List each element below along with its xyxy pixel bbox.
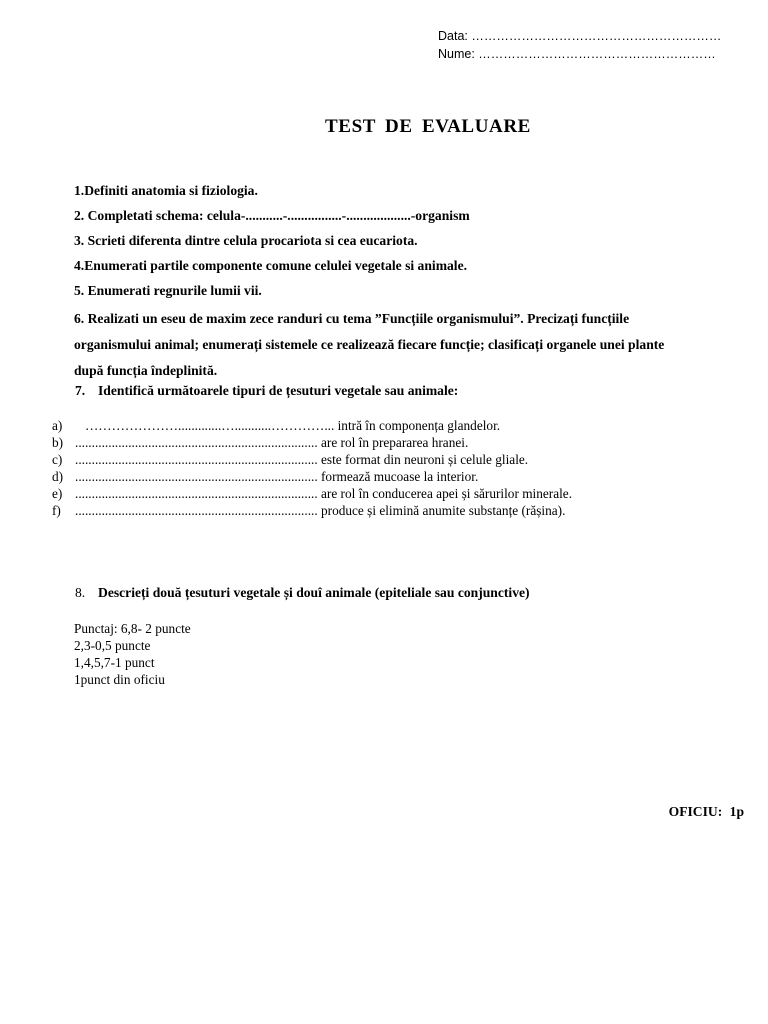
list-item [52,468,572,485]
question-4: 4.Enumerati partile componente comune celulei vegetale si animale. [74,258,468,273]
list-item-text: ......................................................................... produce și elimină anumite substanțe (rășina). [75,503,566,518]
question-6-line: după funcția îndeplinită. [74,363,218,378]
scoring-line: Punctaj: 6,8- 2 puncte [74,621,191,636]
question-7-text: Identifică următoarele tipuri de țesuturi vegetale sau animale: [98,383,459,398]
page-title: TEST DE EVALUARE [325,116,531,137]
question-1: 1.Definiti anatomia si fiziologia. [74,183,258,198]
question-7-number: 7. [75,383,86,398]
scoring-line: 1punct din oficiu [74,672,165,687]
list-item [52,451,572,468]
question-2: 2. Completati schema: celula-...........-................-...................-organism [74,208,470,223]
question-6 [74,306,754,384]
list-item-text: ......................................................................... are rol în prepararea hranei. [75,435,469,450]
question-8-text: Descrieți două țesuturi vegetale și douî animale (epiteliale sau conjunctive) [98,585,530,600]
date-field: Data: …………………………………………………… [438,29,722,43]
list-item [52,485,572,502]
list-item-letter: f) [52,503,61,518]
scoring-line: 2,3-0,5 puncte [74,638,151,653]
list-item-text: ......................................................................... este format din neuroni și celule gliale. [75,452,529,467]
question-5: 5. Enumerati regnurile lumii vii. [74,283,262,298]
scoring-section [74,620,191,688]
list-item-letter: b) [52,435,64,450]
scoring-line: 1,4,5,7-1 punct [74,655,155,670]
list-item-text: ......................................................................... are rol în conducerea apei și sărurilor minerale. [75,486,573,501]
list-item-letter: e) [52,486,63,501]
list-item [52,417,572,434]
question-8 [75,585,530,601]
header-fields [438,27,721,63]
question-3: 3. Scrieti diferenta dintre celula procariota si cea eucariota. [74,233,418,248]
question-6-line: 6. Realizati un eseu de maxim zece randuri cu tema ”Funcțiile organismului”. Precizați funcțiile [74,311,630,326]
oficiu-points: OFICIU: 1p [668,804,744,819]
list-item [52,502,572,519]
name-field: Nume: ………………………………………………… [438,47,716,61]
list-item [52,434,572,451]
list-item-letter: a) [52,418,63,433]
question-6-line: organismului animal; enumerați sistemele ce realizează fiecare funcție; clasificați organele unei plante [74,337,665,352]
list-item-text: ………………….............…...........…………... intră în componența glandelor. [75,418,501,433]
tissue-list [52,417,572,519]
list-item-text: ......................................................................... formează mucoase la interior. [75,469,479,484]
list-item-letter: c) [52,452,63,467]
question-8-number: 8. [75,585,86,600]
question-7 [75,383,458,399]
list-item-letter: d) [52,469,64,484]
